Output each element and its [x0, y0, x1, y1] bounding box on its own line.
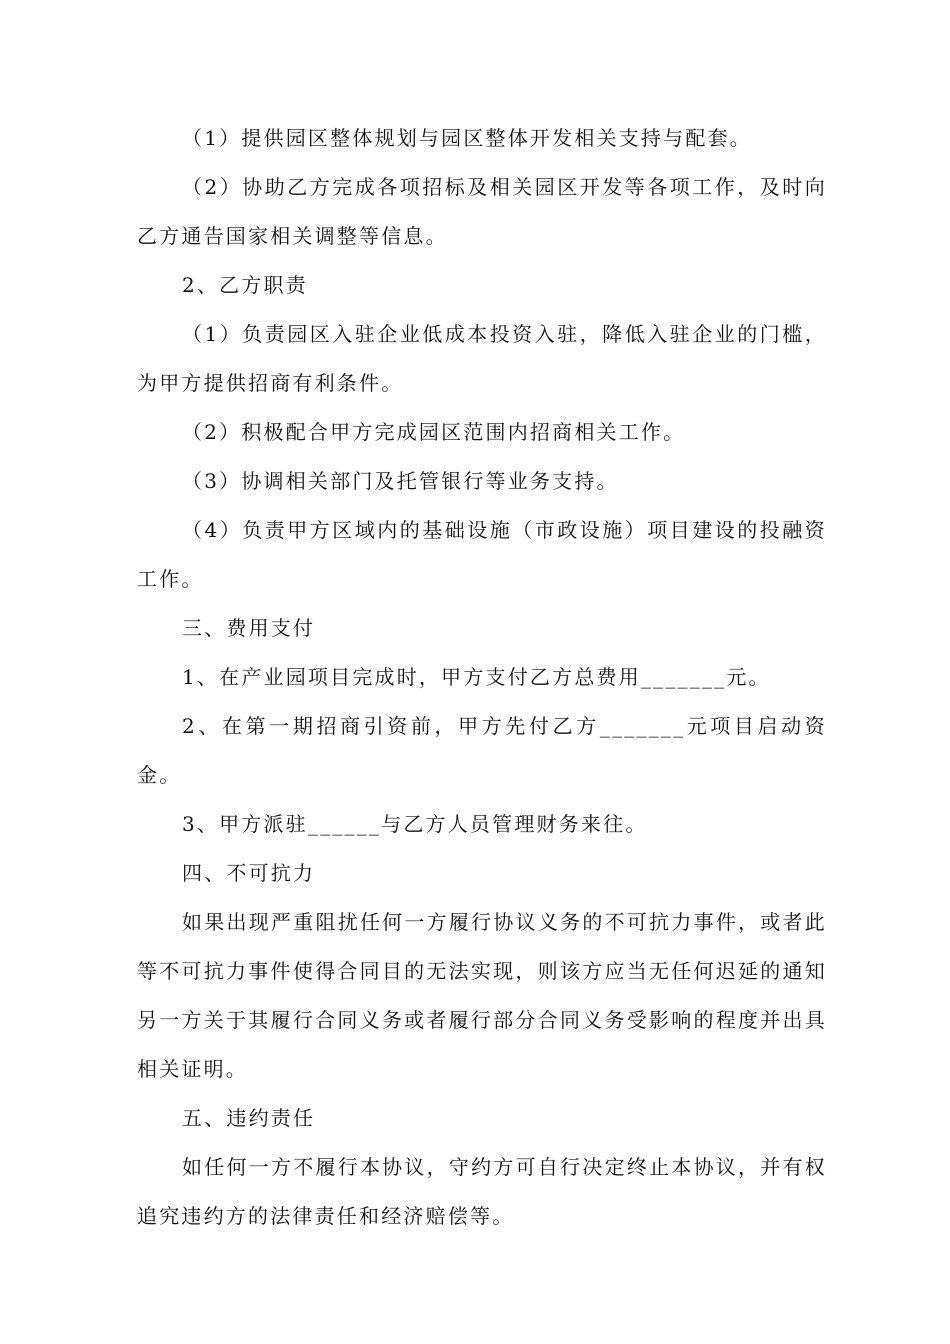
paragraph-party-a-duty-1: （1）提供园区整体规划与园区整体开发相关支持与配套。: [182, 126, 752, 150]
heading-breach-liability: 五、违约责任: [182, 1106, 316, 1130]
paragraph-breach-liability: 如任何一方不履行本协议，守约方可自行决定终止本协议，并有权追究违约方的法律责任和经济赔偿等。: [137, 1155, 827, 1228]
heading-payment: 三、费用支付: [182, 616, 316, 640]
paragraph-party-a-duty-2: （2）协助乙方完成各项招标及相关园区开发等各项工作，及时向乙方通告国家相关调整等信息。: [137, 175, 827, 248]
paragraph-party-b-duty-1: （1）负责园区入驻企业低成本投资入驻，降低入驻企业的门槛，为甲方提供招商有利条件。: [137, 322, 827, 395]
document-body: [137, 114, 827, 1241]
paragraph-party-b-duty-4: （4）负责甲方区域内的基础设施（市政设施）项目建设的投融资工作。: [137, 518, 827, 591]
paragraph-payment-1: 1、在产业园项目完成时，甲方支付乙方总费用_______元。: [182, 665, 771, 689]
heading-force-majeure: 四、不可抗力: [182, 861, 316, 885]
paragraph-party-b-duty-2: （2）积极配合甲方完成园区范围内招商相关工作。: [182, 420, 686, 444]
paragraph-party-b-duty-3: （3）协调相关部门及托管银行等业务支持。: [182, 469, 619, 493]
paragraph-payment-2: 2、在第一期招商引资前，甲方先付乙方_______元项目启动资金。: [137, 714, 827, 787]
heading-party-b-duties: 2、乙方职责: [182, 273, 308, 297]
paragraph-payment-3: 3、甲方派驻______与乙方人员管理财务来往。: [182, 812, 648, 836]
paragraph-force-majeure: 如果出现严重阻扰任何一方履行协议义务的不可抗力事件，或者此等不可抗力事件使得合同目的无法实现，则该方应当无任何迟延的通知另一方关于其履行合同义务或者履行部分合同义务受影响的程度并出具相关证明。: [137, 910, 827, 1081]
